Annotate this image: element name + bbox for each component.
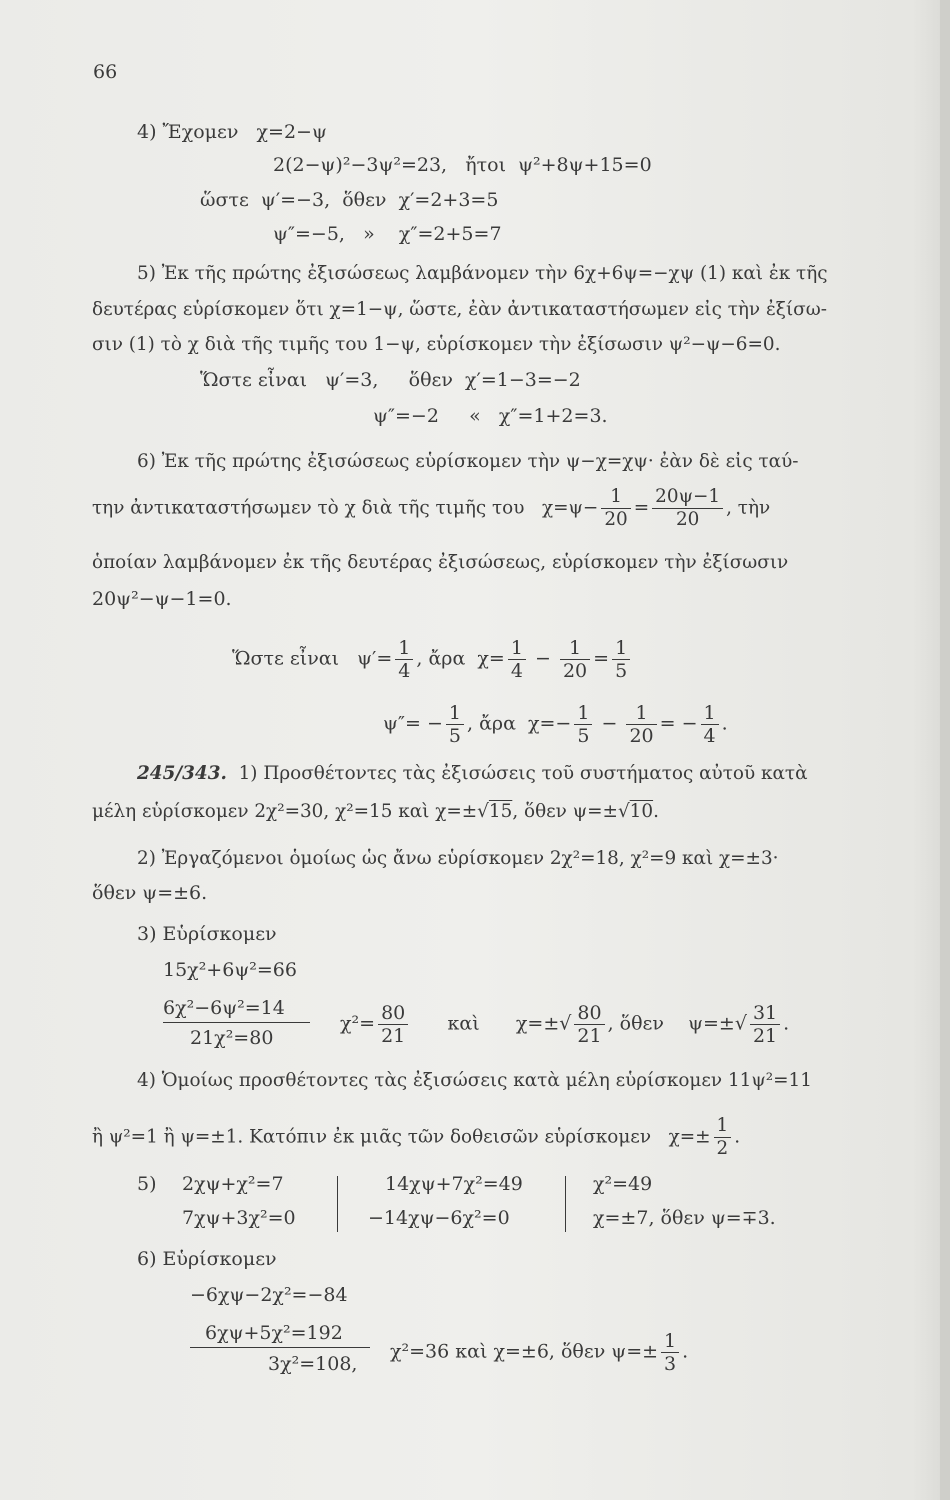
part2-line1: 2) Ἐργαζόμενοι ὁμοίως ὡς ἄνω εὑρίσκομεν 2χ²=18, χ²=9 καὶ χ=±3· — [137, 848, 779, 869]
sec4-line1: 4) Ἔχομεν χ=2−ψ — [137, 121, 327, 143]
sec4-line3: ὥστε ψ′=−3, ὅθεν χ′=2+3=5 — [200, 189, 499, 211]
part6-result: χ²=36 καὶ χ=±6, ὅθεν ψ=± $\frac{1}{3}$ . — [390, 1330, 689, 1375]
column-divider — [337, 1176, 338, 1232]
part3-eq1: 15χ²+6ψ²=66 — [163, 959, 297, 981]
column-divider — [565, 1176, 566, 1232]
sec6-line1: 6) Ἐκ τῆς πρώτης ἐξισώσεως εὑρίσκομεν τὴν ψ−χ=χψ· ἐὰν δὲ εἰς ταύ- — [137, 451, 799, 472]
part3-eq3: 21χ²=80 — [190, 1027, 274, 1049]
part5-col2-eq2: −14χψ−6χ²=0 — [368, 1207, 510, 1229]
page-edge — [940, 0, 950, 1500]
sec6-result2: ψ″= − $\frac{1}{5}$ , ἄρα χ=− $\frac{1}{5}$ − $\frac{1}{20}$ = − $\frac{1}{4}$ . — [383, 702, 728, 747]
fraction: $\frac{1}{2}$ — [714, 1115, 732, 1160]
fraction: $\frac{80}{21}$ — [574, 1002, 604, 1047]
part5-col1-eq2: 7χψ+3χ²=0 — [182, 1207, 296, 1229]
part5-col1-eq1: 2χψ+χ²=7 — [182, 1173, 284, 1195]
part5-label: 5) — [137, 1173, 157, 1195]
fraction: $\frac{1}{20}$ — [626, 702, 656, 747]
sec5-line4: Ὥστε εἶναι ψ′=3, ὅθεν χ′=1−3=−2 — [200, 369, 581, 391]
sum-line — [163, 1022, 310, 1023]
fraction: $\frac{1}{5}$ — [446, 702, 464, 747]
sec6-result1: Ὥστε εἶναι ψ′= $\frac{1}{4}$ , ἄρα χ= $\frac{1}{4}$ − $\frac{1}{20}$ = $\frac{1}{5}$ — [232, 637, 633, 682]
part6-eq3: 3χ²=108, — [268, 1353, 358, 1375]
part3-result: χ²= $\frac{80}{21}$ καὶ χ=±√ $\frac{80}{21}$ , ὅθεν ψ=±√ $\frac{31}{21}$ . — [340, 1002, 790, 1047]
part4-line1: 4) Ὁμοίως προσθέτοντες τὰς ἐξισώσεις κατὰ μέλη εὑρίσκομεν 11ψ²=11 — [137, 1070, 812, 1091]
fraction: $\frac{1}{4}$ — [395, 637, 413, 682]
problem-number: 245/343. — [137, 763, 227, 784]
problem-line1: 245/343. 1) Προσθέτοντες τὰς ἐξισώσεις τοῦ συστήματος αὐτοῦ κατὰ — [137, 763, 808, 784]
page-number: 66 — [93, 61, 118, 83]
sec6-line2: την ἀντικαταστήσωμεν τὸ χ διὰ τῆς τιμῆς του χ=ψ− $\frac{1}{20}$ = $\frac{20\psi-1}{20}$ , τὴν — [92, 486, 771, 530]
sec6-line4: 20ψ²−ψ−1=0. — [92, 588, 232, 610]
sum-line — [190, 1347, 370, 1348]
fraction: $\frac{1}{3}$ — [661, 1330, 679, 1375]
part5-col2-eq1: 14χψ+7χ²=49 — [385, 1173, 523, 1195]
fraction: $\frac{80}{21}$ — [378, 1002, 408, 1047]
fraction: $\frac{1}{20}$ — [601, 486, 630, 531]
part4-line2: ἢ ψ²=1 ἢ ψ=±1. Κατόπιν ἐκ μιᾶς τῶν δοθεισῶν εὑρίσκομεν χ=± $\frac{1}{2}$ . — [92, 1115, 741, 1159]
fraction: $\frac{31}{21}$ — [750, 1002, 780, 1047]
problem-line2: μέλη εὑρίσκομεν 2χ²=30, χ²=15 καὶ χ=±√15, ὅθεν ψ=±√10. — [92, 801, 659, 822]
part5-col3-eq1: χ²=49 — [593, 1173, 653, 1195]
sec5-line5: ψ″=−2 « χ″=1+2=3. — [373, 405, 608, 427]
sec6-line3: ὁποίαν λαμβάνομεν ἐκ τῆς δευτέρας ἐξισώσεως, εὑρίσκομεν τὴν ἐξίσωσιν — [92, 552, 789, 573]
part6-label: 6) Εὑρίσκομεν — [137, 1248, 277, 1270]
part3-label: 3) Εὑρίσκομεν — [137, 923, 277, 945]
part3-eq2: 6χ²−6ψ²=14 — [163, 997, 285, 1019]
fraction: $\frac{20\psi-1}{20}$ — [652, 486, 723, 531]
sec4-line4: ψ″=−5, » χ″=2+5=7 — [273, 223, 502, 245]
part6-eq1: −6χψ−2χ²=−84 — [190, 1284, 348, 1306]
sec5-line1: 5) Ἐκ τῆς πρώτης ἐξισώσεως λαμβάνομεν τὴν 6χ+6ψ=−χψ (1) καὶ ἐκ τῆς — [137, 263, 828, 284]
fraction: $\frac{1}{4}$ — [508, 637, 526, 682]
sec5-line2: δευτέρας εὑρίσκομεν ὅτι χ=1−ψ, ὥστε, ἐὰν ἀντικαταστήσωμεν εἰς τὴν ἐξίσω- — [92, 299, 827, 320]
part6-eq2: 6χψ+5χ²=192 — [205, 1322, 343, 1344]
fraction: $\frac{1}{5}$ — [612, 637, 630, 682]
fraction: $\frac{1}{20}$ — [560, 637, 590, 682]
part5-col3-eq2: χ=±7, ὅθεν ψ=∓3. — [593, 1207, 776, 1229]
fraction: $\frac{1}{4}$ — [701, 702, 719, 747]
sec5-line3: σιν (1) τὸ χ διὰ τῆς τιμῆς του 1−ψ, εὑρίσκομεν τὴν ἐξίσωσιν ψ²−ψ−6=0. — [92, 334, 781, 355]
part2-line2: ὅθεν ψ=±6. — [92, 882, 208, 904]
fraction: $\frac{1}{5}$ — [574, 702, 592, 747]
sec4-line2: 2(2−ψ)²−3ψ²=23, ἤτοι ψ²+8ψ+15=0 — [273, 154, 652, 176]
